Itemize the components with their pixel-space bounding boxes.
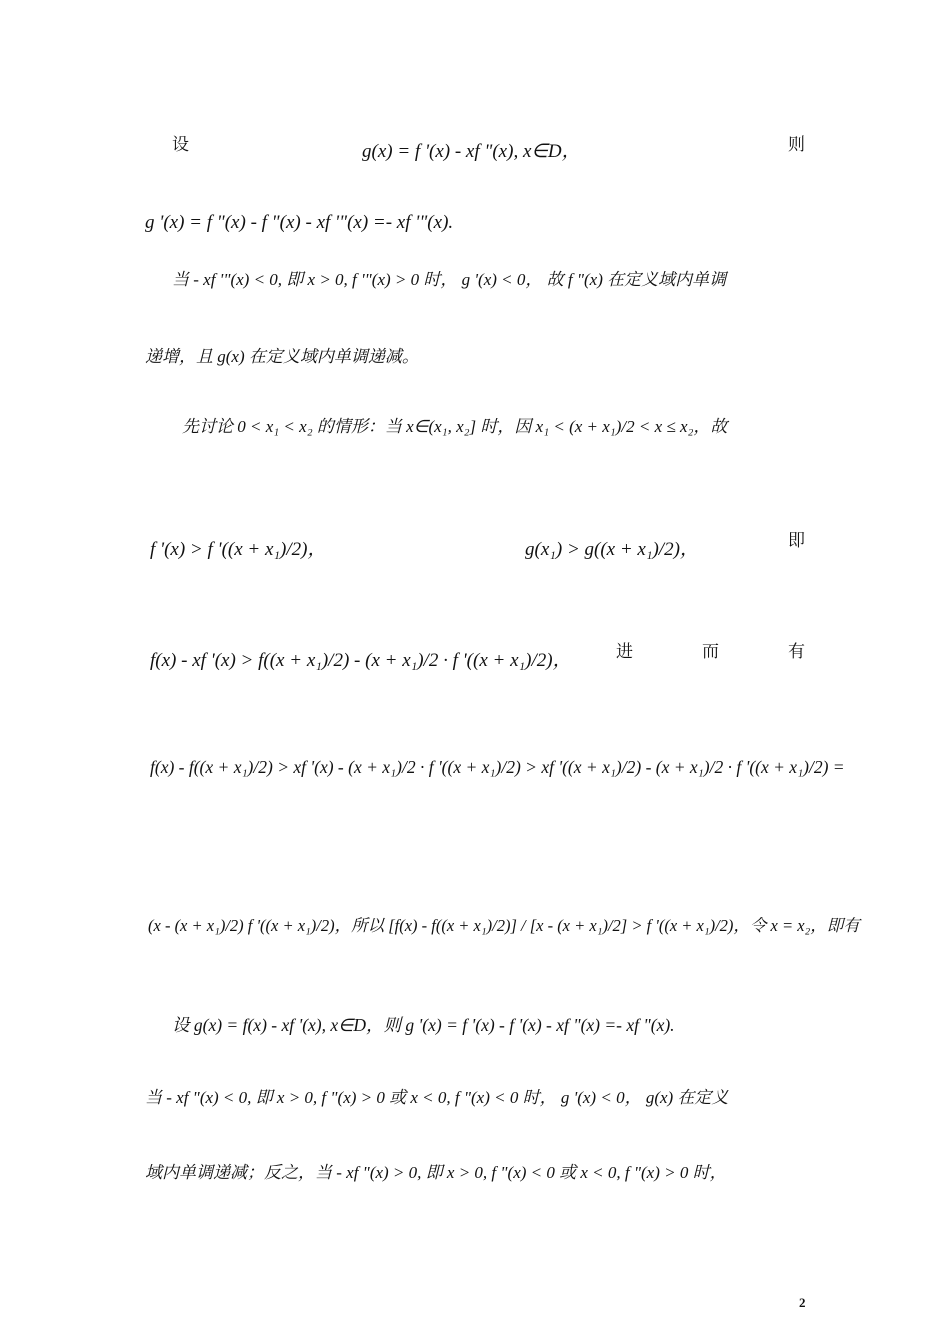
text-line-1c: 则 (788, 135, 805, 155)
formula-line-2: g '(x) = f "(x) - f "(x) - xf '"(x) =- xf '"(x). (145, 212, 454, 233)
page-number: 2 (799, 1295, 806, 1310)
text-line-4: 递增，且 g(x) 在定义域内单调递减。 (145, 347, 419, 366)
formula-line-9: (x - (x + x₁)/2) f '((x + x₁)/2)，所以 [f(x) - f((x + x₁)/2)] / [x - (x + x₁)/2] > f '((x + x₁)/2)，令 x = x₂，即有 (148, 916, 860, 935)
formula-line-1: g(x) = f '(x) - xf "(x), x∈D， (362, 141, 581, 162)
text-line-6c: 即 (788, 531, 805, 551)
formula-line-8: f(x) - f((x + x₁)/2) > xf '(x) - (x + x₁)/2 · f '((x + x₁)/2) > xf '((x + x₁)/2) - (x + x₁)/2 · f '((x + x₁)/2) = (150, 757, 845, 777)
text-line-12: 域内单调递减；反之，当 - xf "(x) > 0, 即 x > 0, f "(x) < 0 或 x < 0, f "(x) > 0 时， (145, 1163, 727, 1182)
text-line-11: 当 - xf "(x) < 0, 即 x > 0, f "(x) > 0 或 x < 0, f "(x) < 0 时， g '(x) < 0， g(x) 在定义 (145, 1088, 729, 1107)
text-line-1a: 设 (172, 135, 189, 155)
formula-line-6a: f '(x) > f '((x + x₁)/2)， (150, 539, 327, 560)
formula-line-6b: g(x₁) > g((x + x₁)/2)， (525, 539, 699, 560)
text-line-3: 当 - xf '"(x) < 0, 即 x > 0, f '"(x) > 0 时， g '(x) < 0， 故 f "(x) 在定义域内单调 (172, 270, 727, 289)
text-line-7b: 进 (616, 642, 633, 662)
text-line-5: 先讨论 0 < x₁ < x₂ 的情形：当 x∈(x₁, x₂] 时，因 x₁ < (x + x₁)/2 < x ≤ x₂，故 (182, 417, 728, 436)
formula-line-7: f(x) - xf '(x) > f((x + x₁)/2) - (x + x₁)/2 · f '((x + x₁)/2)， (150, 650, 572, 671)
formula-line-10: 设 g(x) = f(x) - xf '(x), x∈D，则 g '(x) = f '(x) - f '(x) - xf "(x) =- xf "(x). (172, 1015, 675, 1035)
text-line-7d: 有 (788, 642, 805, 662)
text-line-7c: 而 (702, 642, 719, 662)
